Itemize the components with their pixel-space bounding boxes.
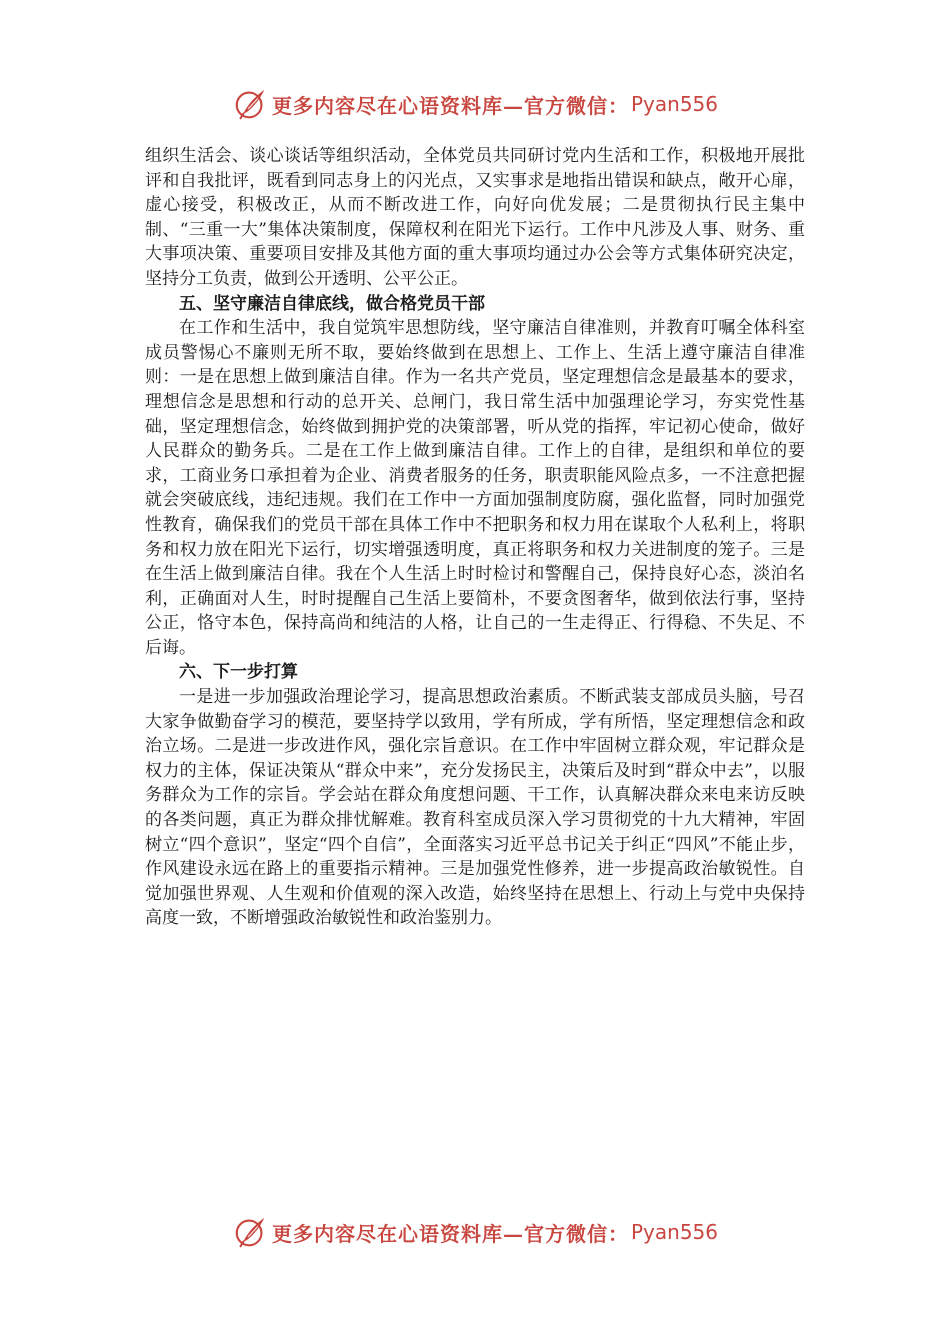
paragraph-continuation: 组织生活会、谈心谈话等组织活动，全体党员共同研讨党内生活和工作，积极地开展批评和自我批评，既看到同志身上的闪光点，又实事求是地指出错误和缺点，敞开心扉，虚心接受，积极改正，从而不断改进工作，向好向优发展；二是贯彻执行民主集中制、“三重一大”集体决策制度，保障权利在阳光下运行。工作中凡涉及人事、财务、重大事项决策、重要项目安排及其他方面的重大事项均通过办公会等方式集体研究决定，坚持分工负责，做到公开透明、公平公正。 — [145, 146, 805, 289]
quill-pen-logo-icon — [232, 1213, 270, 1251]
footer-slogan: 更多内容尽在心语资料库—官方微信： — [271, 1221, 629, 1246]
section-heading-5: 五、坚守廉洁自律底线，做合格党员干部 — [179, 293, 485, 314]
quill-pen-logo-icon — [232, 85, 270, 123]
paragraph-integrity: 在工作和生活中，我自觉筑牢思想防线，坚守廉洁自律准则，并教育叮嘱全体科室成员警惕心不廉则无所不取，要始终做到在思想上、工作上、生活上遵守廉洁自律准则：一是在思想上做到廉洁自律。作为一名共产党员，坚定理想信念是最基本的要求，理想信念是思想和行动的总开关、总闸门，我日常生活中加强理论学习，夯实党性基础，坚定理想信念，始终做到拥护党的决策部署，听从党的指挥，牢记初心使命，做好人民群众的勤务兵。二是在工作上做到廉洁自律。工作上的自律，是组织和单位的要求，工商业务口承担着为企业、消费者服务的任务，职责职能风险点多，一不注意把握就会突破底线，违纪违规。我们在工作中一方面加强制度防腐，强化监督，同时加强党性教育，确保我们的党员干部在具体工作中不把职务和权力用在谋取个人私利上，将职务和权力放在阳光下运行，切实增强透明度，真正将职务和权力关进制度的笼子。三是在生活上做到廉洁自律。我在个人生活上时时检讨和警醒自己，保持良好心态，淡泊名利，正确面对人生，时时提醒自己生活上要简朴，不要贪图奢华，做到依法行事，坚持公正，恪守本色，保持高尚和纯洁的人格，让自己的一生走得正、行得稳、不失足、不后诲。 — [145, 318, 805, 658]
header-banner — [0, 82, 950, 126]
header-wechat-id: Pyan556 — [630, 92, 718, 116]
footer-banner — [0, 1210, 950, 1254]
footer-wechat-id: Pyan556 — [630, 1220, 718, 1244]
header-slogan: 更多内容尽在心语资料库—官方微信： — [271, 93, 629, 118]
section-heading-6: 六、下一步打算 — [179, 662, 298, 683]
document-body — [145, 144, 805, 931]
paragraph-next-plan: 一是进一步加强政治理论学习，提高思想政治素质。不断武装支部成员头脑，号召大家争做勤奋学习的模范，要坚持学以致用，学有所成，学有所悟，坚定理想信念和政治立场。二是进一步改进作风，强化宗旨意识。在工作中牢固树立群众观，牢记群众是权力的主体，保证决策从“群众中来”，充分发扬民主，决策后及时到“群众中去”，以服务群众为工作的宗旨。学会站在群众角度想问题、干工作，认真解决群众来电来访反映的各类问题，真正为群众排忧解难。教育科室成员深入学习贯彻党的十九大精神，牢固树立“四个意识”，坚定“四个自信”，全面落实习近平总书记关于纠正“四风”不能止步，作风建设永远在路上的重要指示精神。三是加强党性修养，进一步提高政治敏锐性。自觉加强世界观、人生观和价值观的深入改造，始终坚持在思想上、行动上与党中央保持高度一致，不断增强政治敏锐性和政治鉴别力。 — [145, 687, 805, 929]
